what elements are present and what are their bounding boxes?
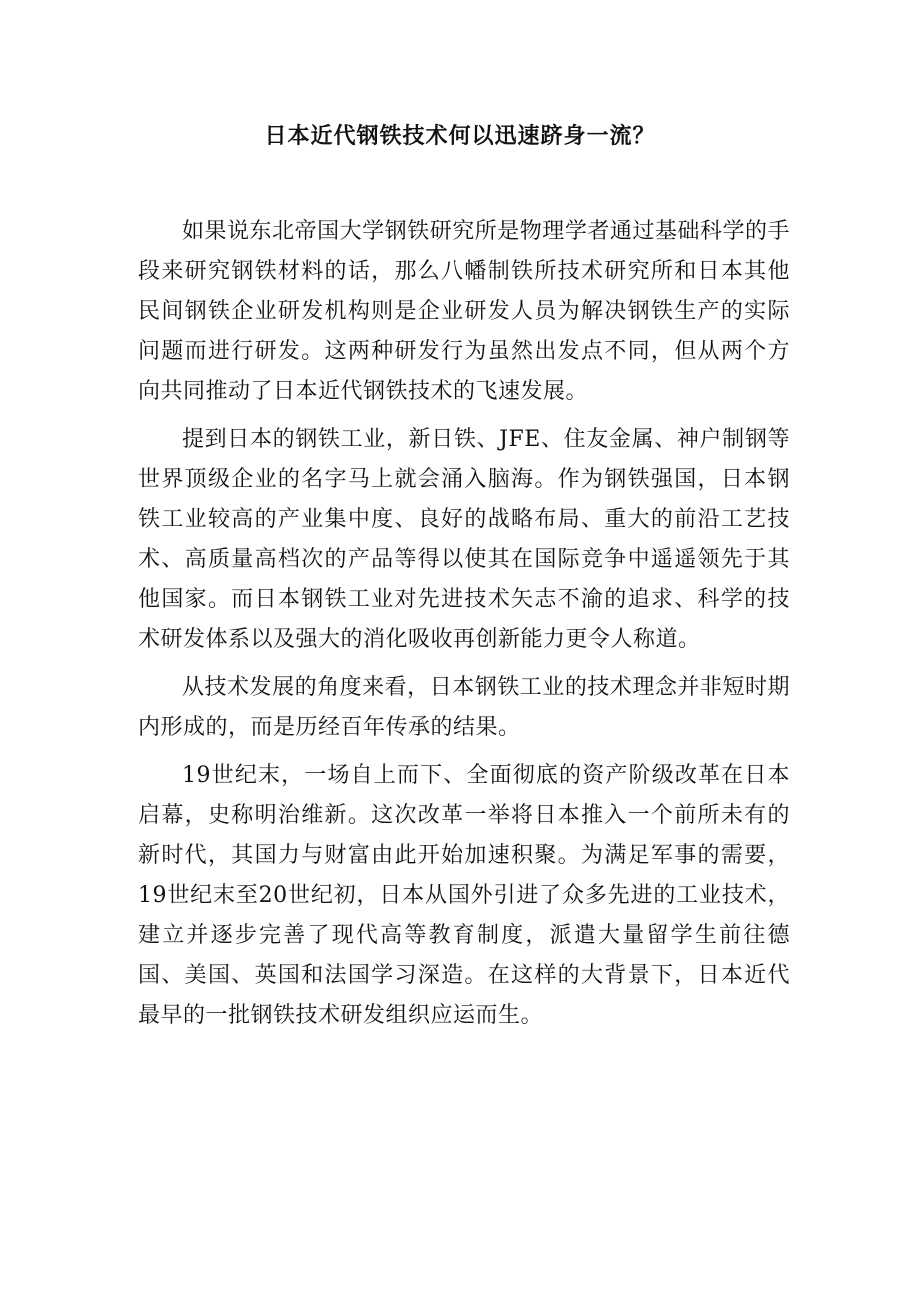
paragraph-2: 提到日本的钢铁工业，新日铁、JFE、住友金属、神户制钢等世界顶级企业的名字马上就会涌入脑海。作为钢铁强国，日本钢铁工业较高的产业集中度、良好的战略布局、重大的前沿工艺技术、高质量高档次的产品等得以使其在国际竞争中遥遥领先于其他国家。而日本钢铁工业对先进技术矢志不渝的追求、科学的技术研发体系以及强大的消化吸收再创新能力更令人称道。 — [138, 427, 790, 652]
paragraph-4: 19世纪末，一场自上而下、全面彻底的资产阶级改革在日本启幕，史称明治维新。这次改革一举将日本推入一个前所未有的新时代，其国力与财富由此开始加速积聚。为满足军事的需要，19世纪末至20世纪初，日本从国外引进了众多先进的工业技术，建立并逐步完善了现代高等教育制度，派遣大量留学生前往德国、美国、英国和法国学习深造。在这样的大背景下，日本近代最早的一批钢铁技术研发组织应运而生。 — [138, 763, 790, 1028]
document-body — [138, 212, 790, 1044]
paragraph-1: 如果说东北帝国大学钢铁研究所是物理学者通过基础科学的手段来研究钢铁材料的话，那么八幡制铁所技术研究所和日本其他民间钢铁企业研发机构则是企业研发人员为解决钢铁生产的实际问题而进行研发。这两种研发行为虽然出发点不同，但从两个方向共同推动了日本近代钢铁技术的飞速发展。 — [138, 219, 790, 404]
paragraph-3: 从技术发展的角度来看，日本钢铁工业的技术理念并非短时期内形成的，而是历经百年传承的结果。 — [138, 675, 790, 740]
document-title: 日本近代钢铁技术何以迅速跻身一流？ — [264, 123, 656, 149]
